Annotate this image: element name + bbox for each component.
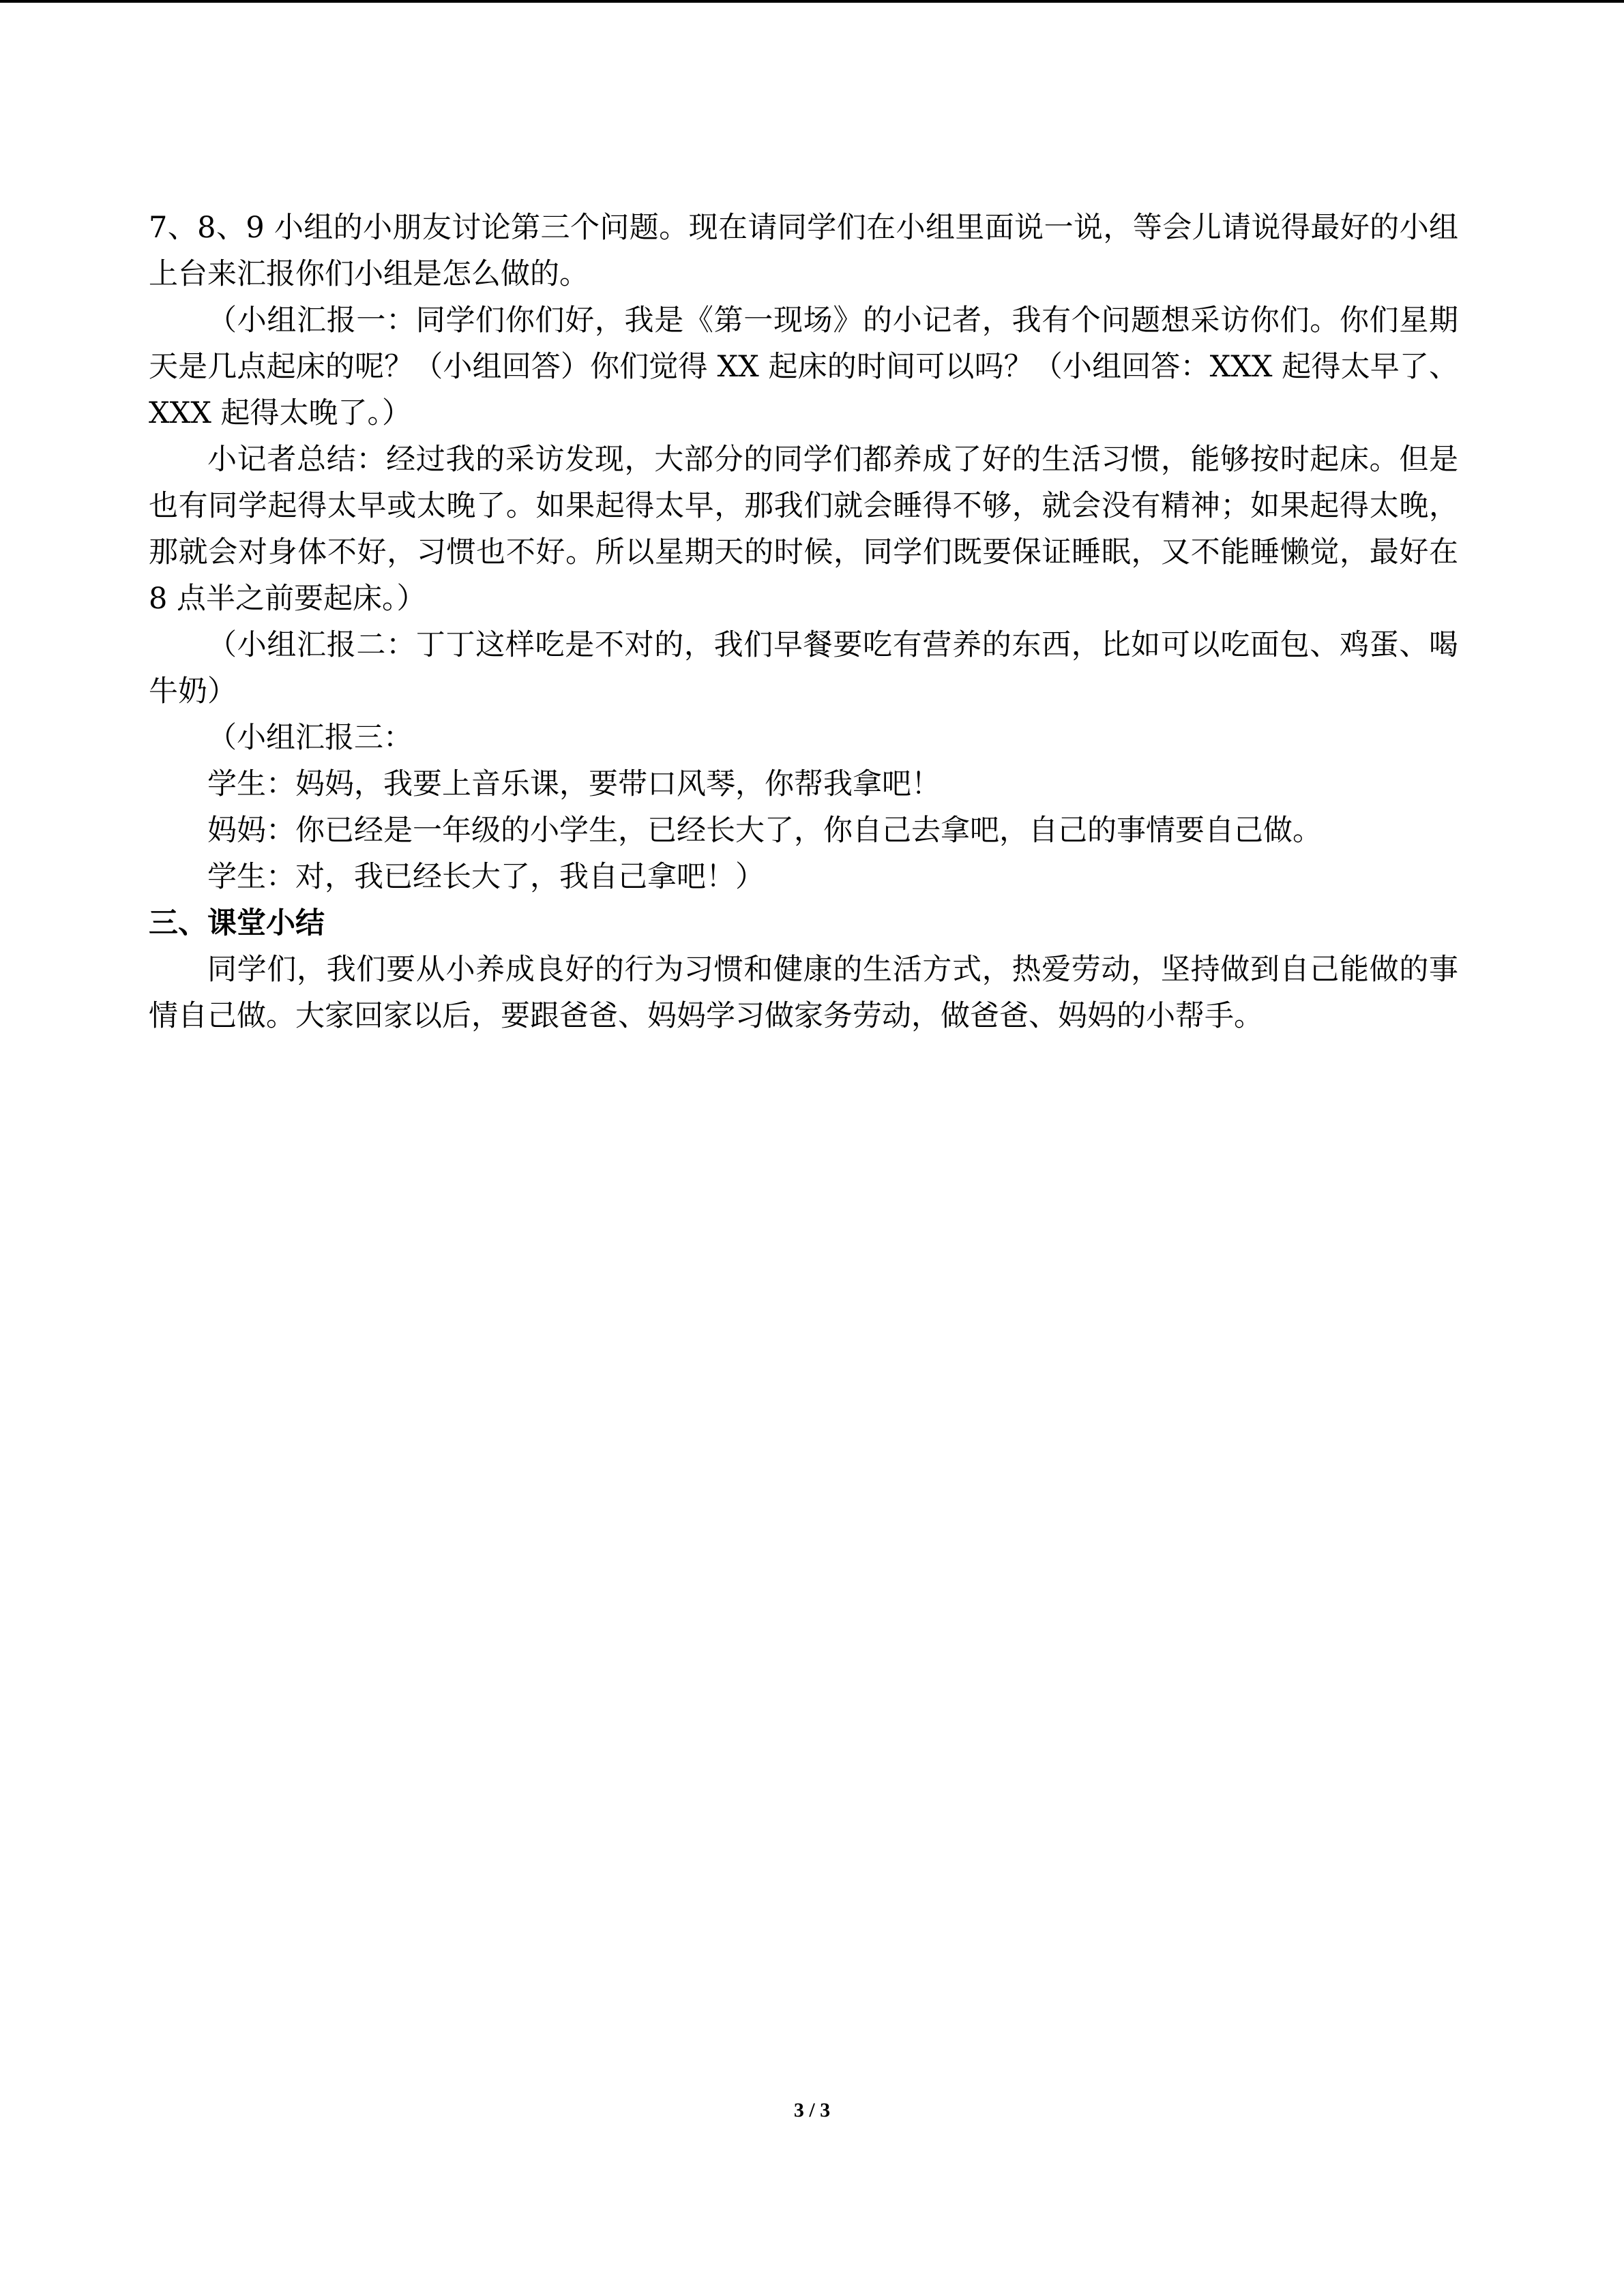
- top-border-line: [0, 0, 1624, 3]
- document-body: [149, 205, 1458, 1039]
- paragraph-group-report-one: （小组汇报一：同学们你们好，我是《第一现场》的小记者，我有个问题想采访你们。你们星期天是几点起床的呢？（小组回答）你们觉得 XX 起床的时间可以吗？（小组回答：XXX 起得太早了、XXX 起得太晚了。）: [149, 303, 1458, 430]
- paragraph-group-report-two: （小组汇报二：丁丁这样吃是不对的，我们早餐要吃有营养的东西，比如可以吃面包、鸡蛋、喝牛奶）: [149, 628, 1458, 709]
- page-number: 3 / 3: [793, 2099, 831, 2121]
- dialogue-mother-line: 妈妈：你已经是一年级的小学生，已经长大了，你自己去拿吧，自己的事情要自己做。: [207, 814, 1322, 848]
- paragraph-group-discussion: 7、8、9 小组的小朋友讨论第三个问题。现在请同学们在小组里面说一说，等会儿请说得最好的小组上台来汇报你们小组是怎么做的。: [149, 211, 1458, 291]
- paragraph-reporter-summary: 小记者总结：经过我的采访发现，大部分的同学们都养成了好的生活习惯，能够按时起床。但是也有同学起得太早或太晚了。如果起得太早，那我们就会睡得不够，就会没有精神；如果起得太晚，那就会对身体不好，习惯也不好。所以星期天的时候，同学们既要保证睡眠，又不能睡懒觉，最好在 8 点半之前要起床。）: [149, 443, 1458, 616]
- paragraph-group-report-three: （小组汇报三：: [207, 721, 413, 755]
- paragraph-class-summary: 同学们，我们要从小养成良好的行为习惯和健康的生活方式，热爱劳动，坚持做到自己能做的事情自己做。大家回家以后，要跟爸爸、妈妈学习做家务劳动，做爸爸、妈妈的小帮手。: [149, 953, 1458, 1033]
- dialogue-student-line-2: 学生：对，我已经长大了，我自己拿吧！）: [207, 860, 765, 894]
- dialogue-student-line-1: 学生：妈妈，我要上音乐课，要带口风琴，你帮我拿吧！: [207, 767, 941, 801]
- section-heading-class-summary: 三、课堂小结: [149, 906, 325, 940]
